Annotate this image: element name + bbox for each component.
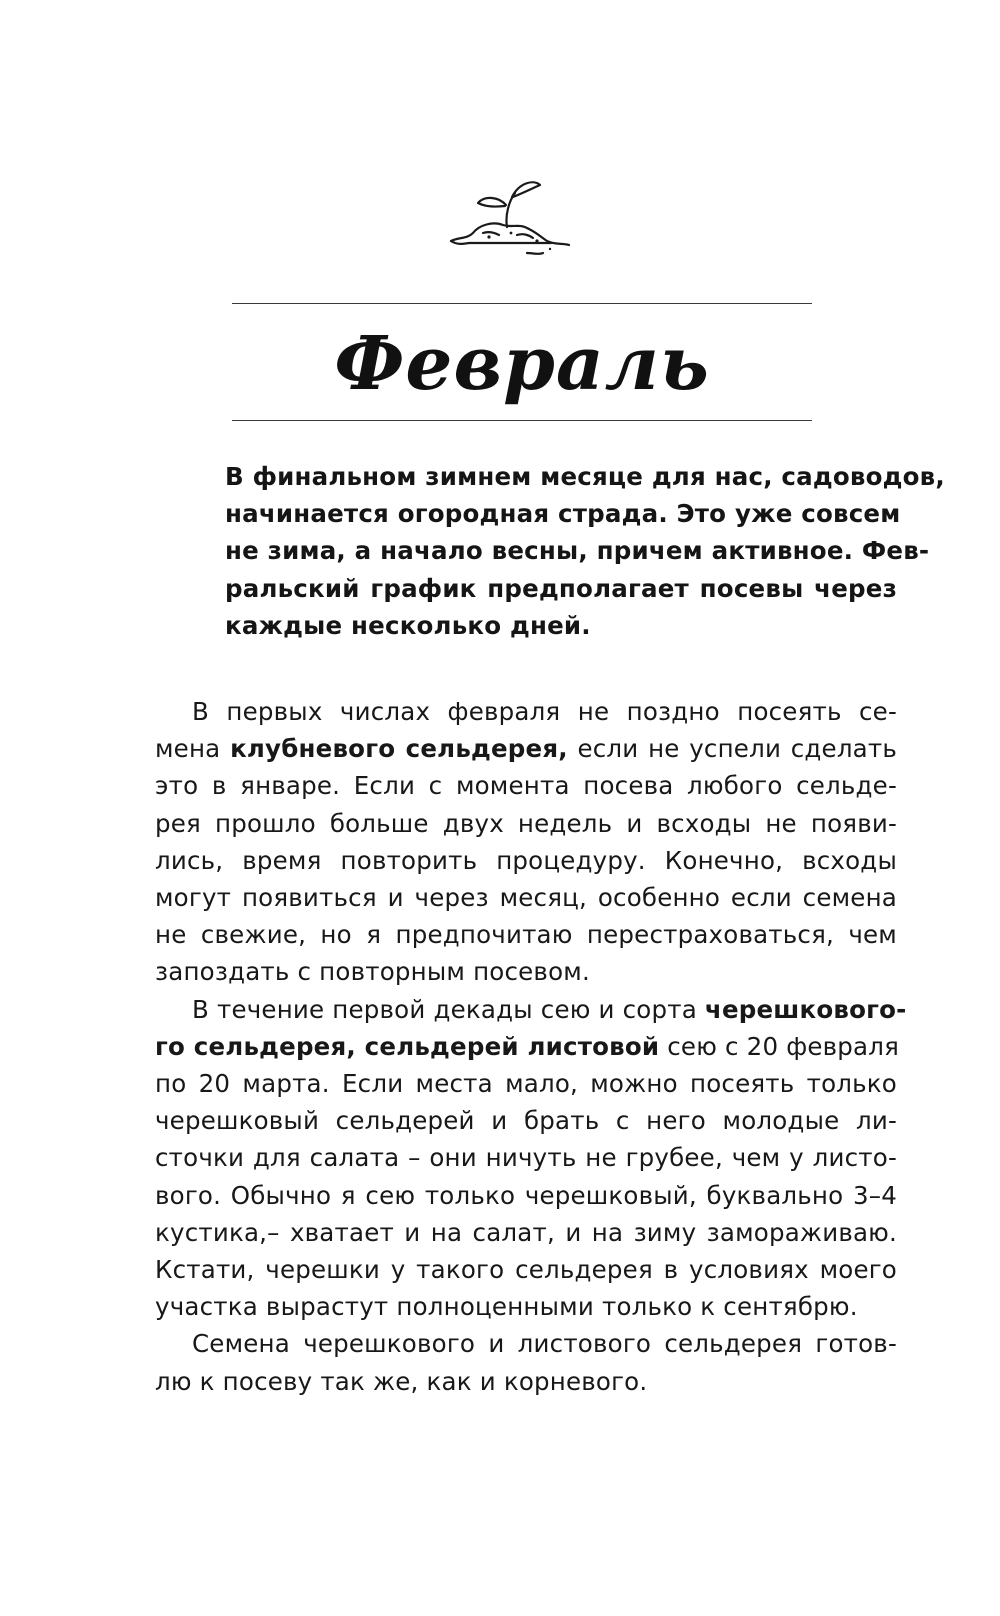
title-bottom-divider [232,420,812,421]
body-line: это в январе. Если с момента посева любого сельде- [155,771,897,801]
body-line: В первых числах февраля не поздно посеять се- [192,697,897,726]
body-text-span: сею с 20 февраля [659,1031,900,1061]
body-text-span: В течение первой декады сею и сорта [192,994,705,1024]
body-line: Семена черешкового и листового сельдерея готов- [192,1329,897,1359]
body-line: рея прошло больше двух недель и всходы не появи- [155,808,897,838]
body-line: по 20 марта. Если места мало, можно посеять только [155,1069,897,1099]
body-line [155,991,907,1028]
title-top-divider [232,303,812,304]
sprout-illustration-icon [445,175,575,275]
intro-line: начинается огородная страда. Это уже совсем [225,499,901,529]
body-line: вого. Обычно я сею только черешковый, буквально 3–4 [155,1180,897,1210]
intro-line: В финальном зимнем месяце для нас, садоводов, [225,462,945,491]
intro-line: ральский график предполагает посевы через [225,573,897,603]
body-line: участка вырастут полноценными только к сентябрю. [155,1292,858,1322]
intro-line: не зима, а начало весны, причем активное. Фев- [225,536,930,566]
body-line: запоздать с повторным посевом. [155,957,590,987]
body-text-span: мена [155,734,231,764]
body-line: Кстати, черешки у такого сельдерея в условиях моего [155,1255,897,1285]
body-line: черешковый сельдерей и брать с него молодые ли- [155,1106,897,1136]
intro-paragraph [225,458,945,644]
body-text-span: если не успели сделать [567,734,897,764]
bold-term: го сельдерея, сельдерей листовой [155,1031,660,1061]
body-line: могут появиться и через месяц, особенно если семена [155,883,897,913]
body-line: лись, время повторить процедуру. Конечно, всходы [155,845,897,875]
bold-term: клубневого сельдерея, [230,734,568,764]
body-line [155,730,897,767]
body-line: не свежие, но я предпочитаю перестраховаться, чем [155,920,897,950]
body-line: лю к посеву так же, как и корневого. [155,1366,648,1396]
body-line: сточки для салата – они ничуть не грубее, чем у листо- [155,1143,897,1173]
bold-term: черешкового- [704,994,907,1024]
body-text [155,693,907,1400]
intro-line: каждые несколько дней. [225,610,591,640]
chapter-title: Февраль [334,321,710,407]
body-line [155,1028,900,1065]
body-line: кустика,– хватает и на салат, и на зиму замораживаю. [155,1217,897,1247]
